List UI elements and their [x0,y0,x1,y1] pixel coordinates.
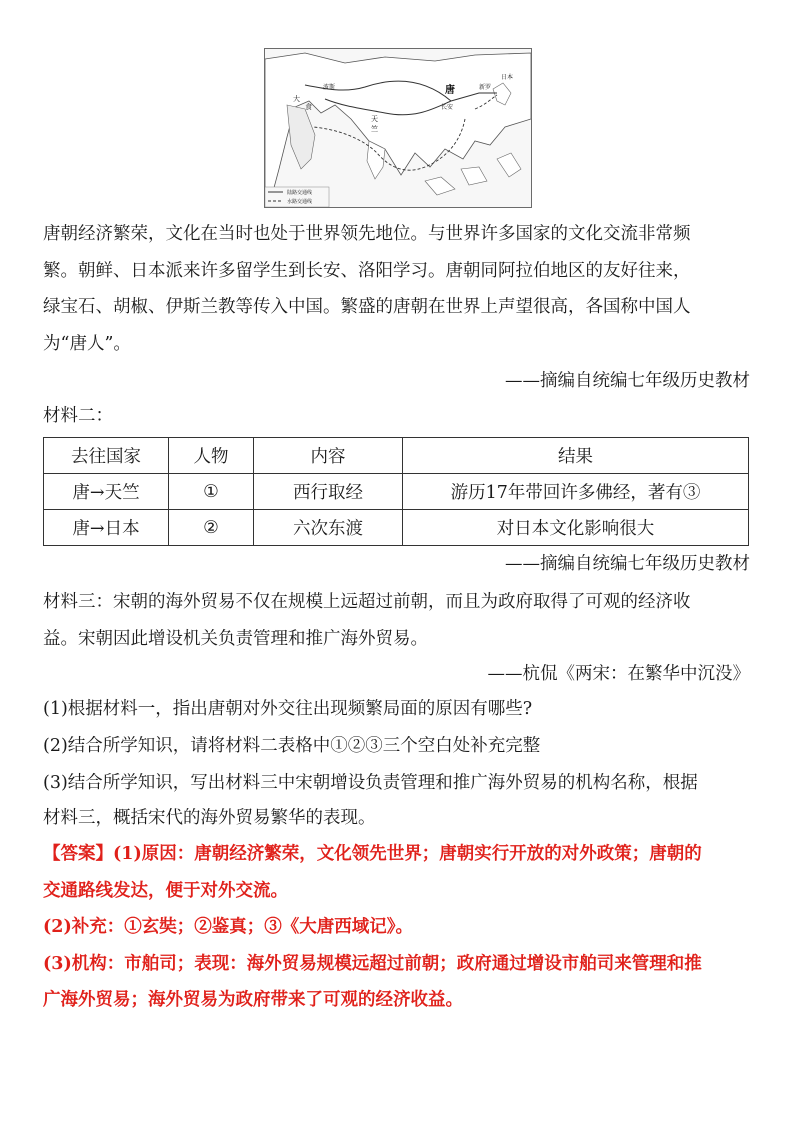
answer-block [43,836,753,1019]
answer-line: (2)补充：①玄奘；②鉴真；③《大唐西域记》。 [43,917,413,937]
map-label-tian: 天 [371,115,378,123]
material-three-line: 材料三：宋朝的海外贸易不仅在规模上远超过前朝，而且为政府取得了可观的经济收 [43,592,691,612]
table-header-cell: 人物 [169,438,254,474]
map-label-xin: 新 [479,84,486,91]
table-header-cell: 内容 [254,438,403,474]
material-two-table [43,437,749,546]
answer-line: (3)机构：市舶司；表现：海外贸易规模远超过前朝；政府通过增设市舶司来管理和推 [43,953,702,974]
table-header-cell: 去往国家 [44,438,169,474]
question-two: (2)结合所学知识，请将材料二表格中①②③三个空白处补充完整 [43,736,541,756]
table-cell: 西行取经 [254,474,403,510]
map-label-si: 斯 [329,84,336,91]
material-one-line: 为“唐人”。 [43,333,131,354]
answer-line: 交通路线发达，便于对外交流。 [43,880,288,901]
tang-trade-routes-map [264,48,532,208]
map-label-luo: 罗 [485,84,492,91]
question-three-line1: (3)结合所学知识，写出材料三中宋朝增设负责管理和推广海外贸易的机构名称，根据 [43,773,698,793]
material-one-line: 繁。朝鲜、日本派来许多留学生到长安、洛阳学习。唐朝同阿拉伯地区的友好往来， [43,260,691,281]
map-label-zhu: 竺 [371,125,378,133]
table-cell: 唐→天竺 [44,474,169,510]
map-label-shi: 食 [305,103,312,111]
material-one-line: 绿宝石、胡椒、伊斯兰教等传入中国。繁盛的唐朝在世界上声望很高，各国称中国人 [43,297,691,317]
table-header-row [44,438,749,474]
material-three-line: 益。宋朝因此增设机关负责管理和推广海外贸易。 [43,628,428,649]
question-three-line2: 材料三，概括宋代的海外贸易繁华的表现。 [43,808,376,828]
question-one: (1)根据材料一，指出唐朝对外交往出现频繁局面的原因有哪些? [43,699,533,719]
map-label-changan: 长安 [441,104,454,111]
table-cell: 六次东渡 [254,510,403,546]
map-label-tang: 唐 [445,85,455,96]
answer-line: 【答案】(1)原因：唐朝经济繁荣，文化领先世界；唐朝实行开放的对外政策；唐朝的 [43,844,702,864]
material-two-source: ——摘编自统编七年级历史教材 [505,554,750,574]
material-one-source: ——摘编自统编七年级历史教材 [505,371,750,391]
map-legend-sea: 水路交通线 [287,199,313,205]
table-cell: 游历17年带回许多佛经，著有③ [403,474,749,510]
map-label-da: 大 [293,95,300,103]
map-label-bo: 波 [323,84,330,91]
material-one-text [43,216,753,362]
table-cell: 对日本文化影响很大 [403,510,749,546]
material-three-text [43,584,753,657]
material-one-line: 唐朝经济繁荣，文化在当时也处于世界领先地位。与世界许多国家的文化交流非常频 [43,224,691,244]
table-cell: ① [169,474,254,510]
map-drawing [265,49,531,207]
map-label-japan: 日本 [501,74,514,81]
table-header-cell: 结果 [403,438,749,474]
answer-line: 广海外贸易；海外贸易为政府带来了可观的经济收益。 [43,990,463,1010]
table-row [44,510,749,546]
material-two-label: 材料二： [43,406,113,426]
table-cell: ② [169,510,254,546]
material-three-source: ——杭侃《两宋：在繁华中沉没》 [487,664,750,684]
table-cell: 唐→日本 [44,510,169,546]
map-legend-land: 陆路交通线 [287,190,313,196]
table-row [44,474,749,510]
